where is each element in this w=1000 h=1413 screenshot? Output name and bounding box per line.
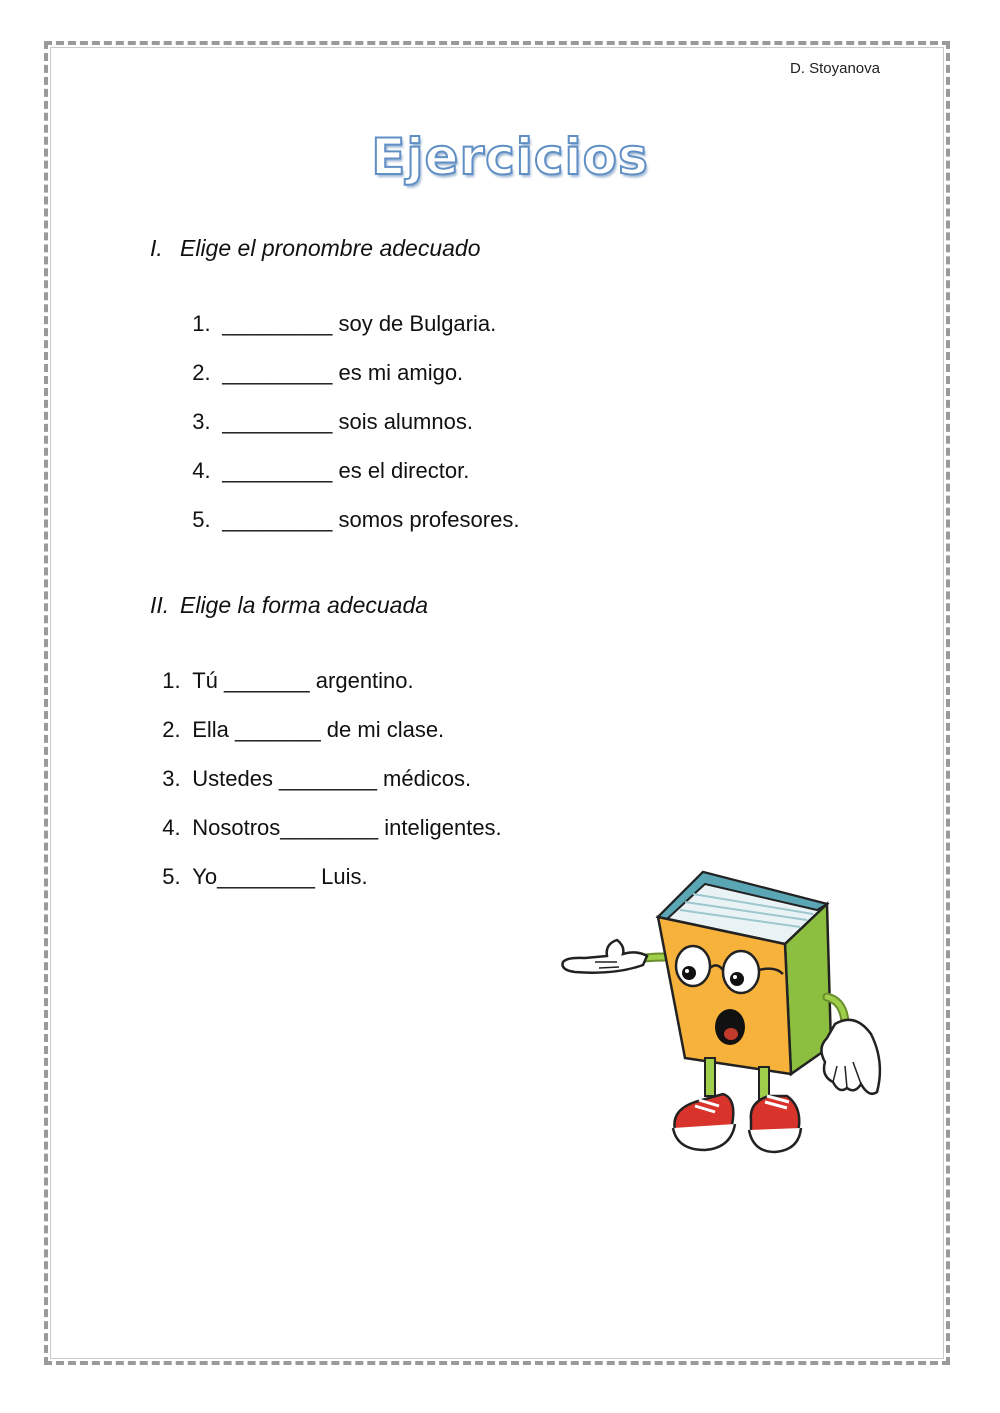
list-item <box>180 334 463 386</box>
item-number: 4. <box>162 815 181 840</box>
list-item <box>180 432 469 484</box>
item-number: 5. <box>192 507 211 532</box>
author-name: D. Stoyanova <box>789 60 880 77</box>
item-text: Yo________ Luis. <box>192 864 368 889</box>
item-text: Ella _______ de mi clase. <box>192 717 445 742</box>
item-number: 2. <box>192 360 211 385</box>
item-text: Ustedes ________ médicos. <box>192 766 472 791</box>
item-text: _________ es el director. <box>222 458 470 483</box>
list-item <box>150 740 471 792</box>
section-2-title: Elige la forma adecuada <box>180 592 429 618</box>
page-title: Ejercicios <box>371 128 649 186</box>
item-number: 1. <box>162 668 181 693</box>
list-item <box>150 691 444 743</box>
list-item <box>180 481 519 533</box>
item-number: 3. <box>192 409 211 434</box>
item-number: 5. <box>162 864 181 889</box>
item-number: 2. <box>162 717 181 742</box>
section-1-numeral: I. <box>150 235 163 261</box>
item-text: _________ somos profesores. <box>222 507 520 532</box>
item-text: Tú _______ argentino. <box>192 668 414 693</box>
item-number: 4. <box>192 458 211 483</box>
item-text: Nosotros________ inteligentes. <box>192 815 502 840</box>
list-item <box>150 789 502 841</box>
list-item <box>180 383 473 435</box>
item-number: 1. <box>192 311 211 336</box>
list-item <box>150 642 414 694</box>
book-character-illustration <box>555 862 890 1162</box>
item-text: _________ sois alumnos. <box>222 409 473 434</box>
list-item <box>150 838 368 890</box>
item-text: _________ es mi amigo. <box>222 360 464 385</box>
section-1-title: Elige el pronombre adecuado <box>180 235 481 261</box>
section-2-numeral: II. <box>150 592 170 618</box>
section-1-heading <box>150 235 480 262</box>
item-text: _________ soy de Bulgaria. <box>222 311 497 336</box>
section-2-heading <box>150 592 428 619</box>
item-number: 3. <box>162 766 181 791</box>
list-item <box>180 285 496 337</box>
